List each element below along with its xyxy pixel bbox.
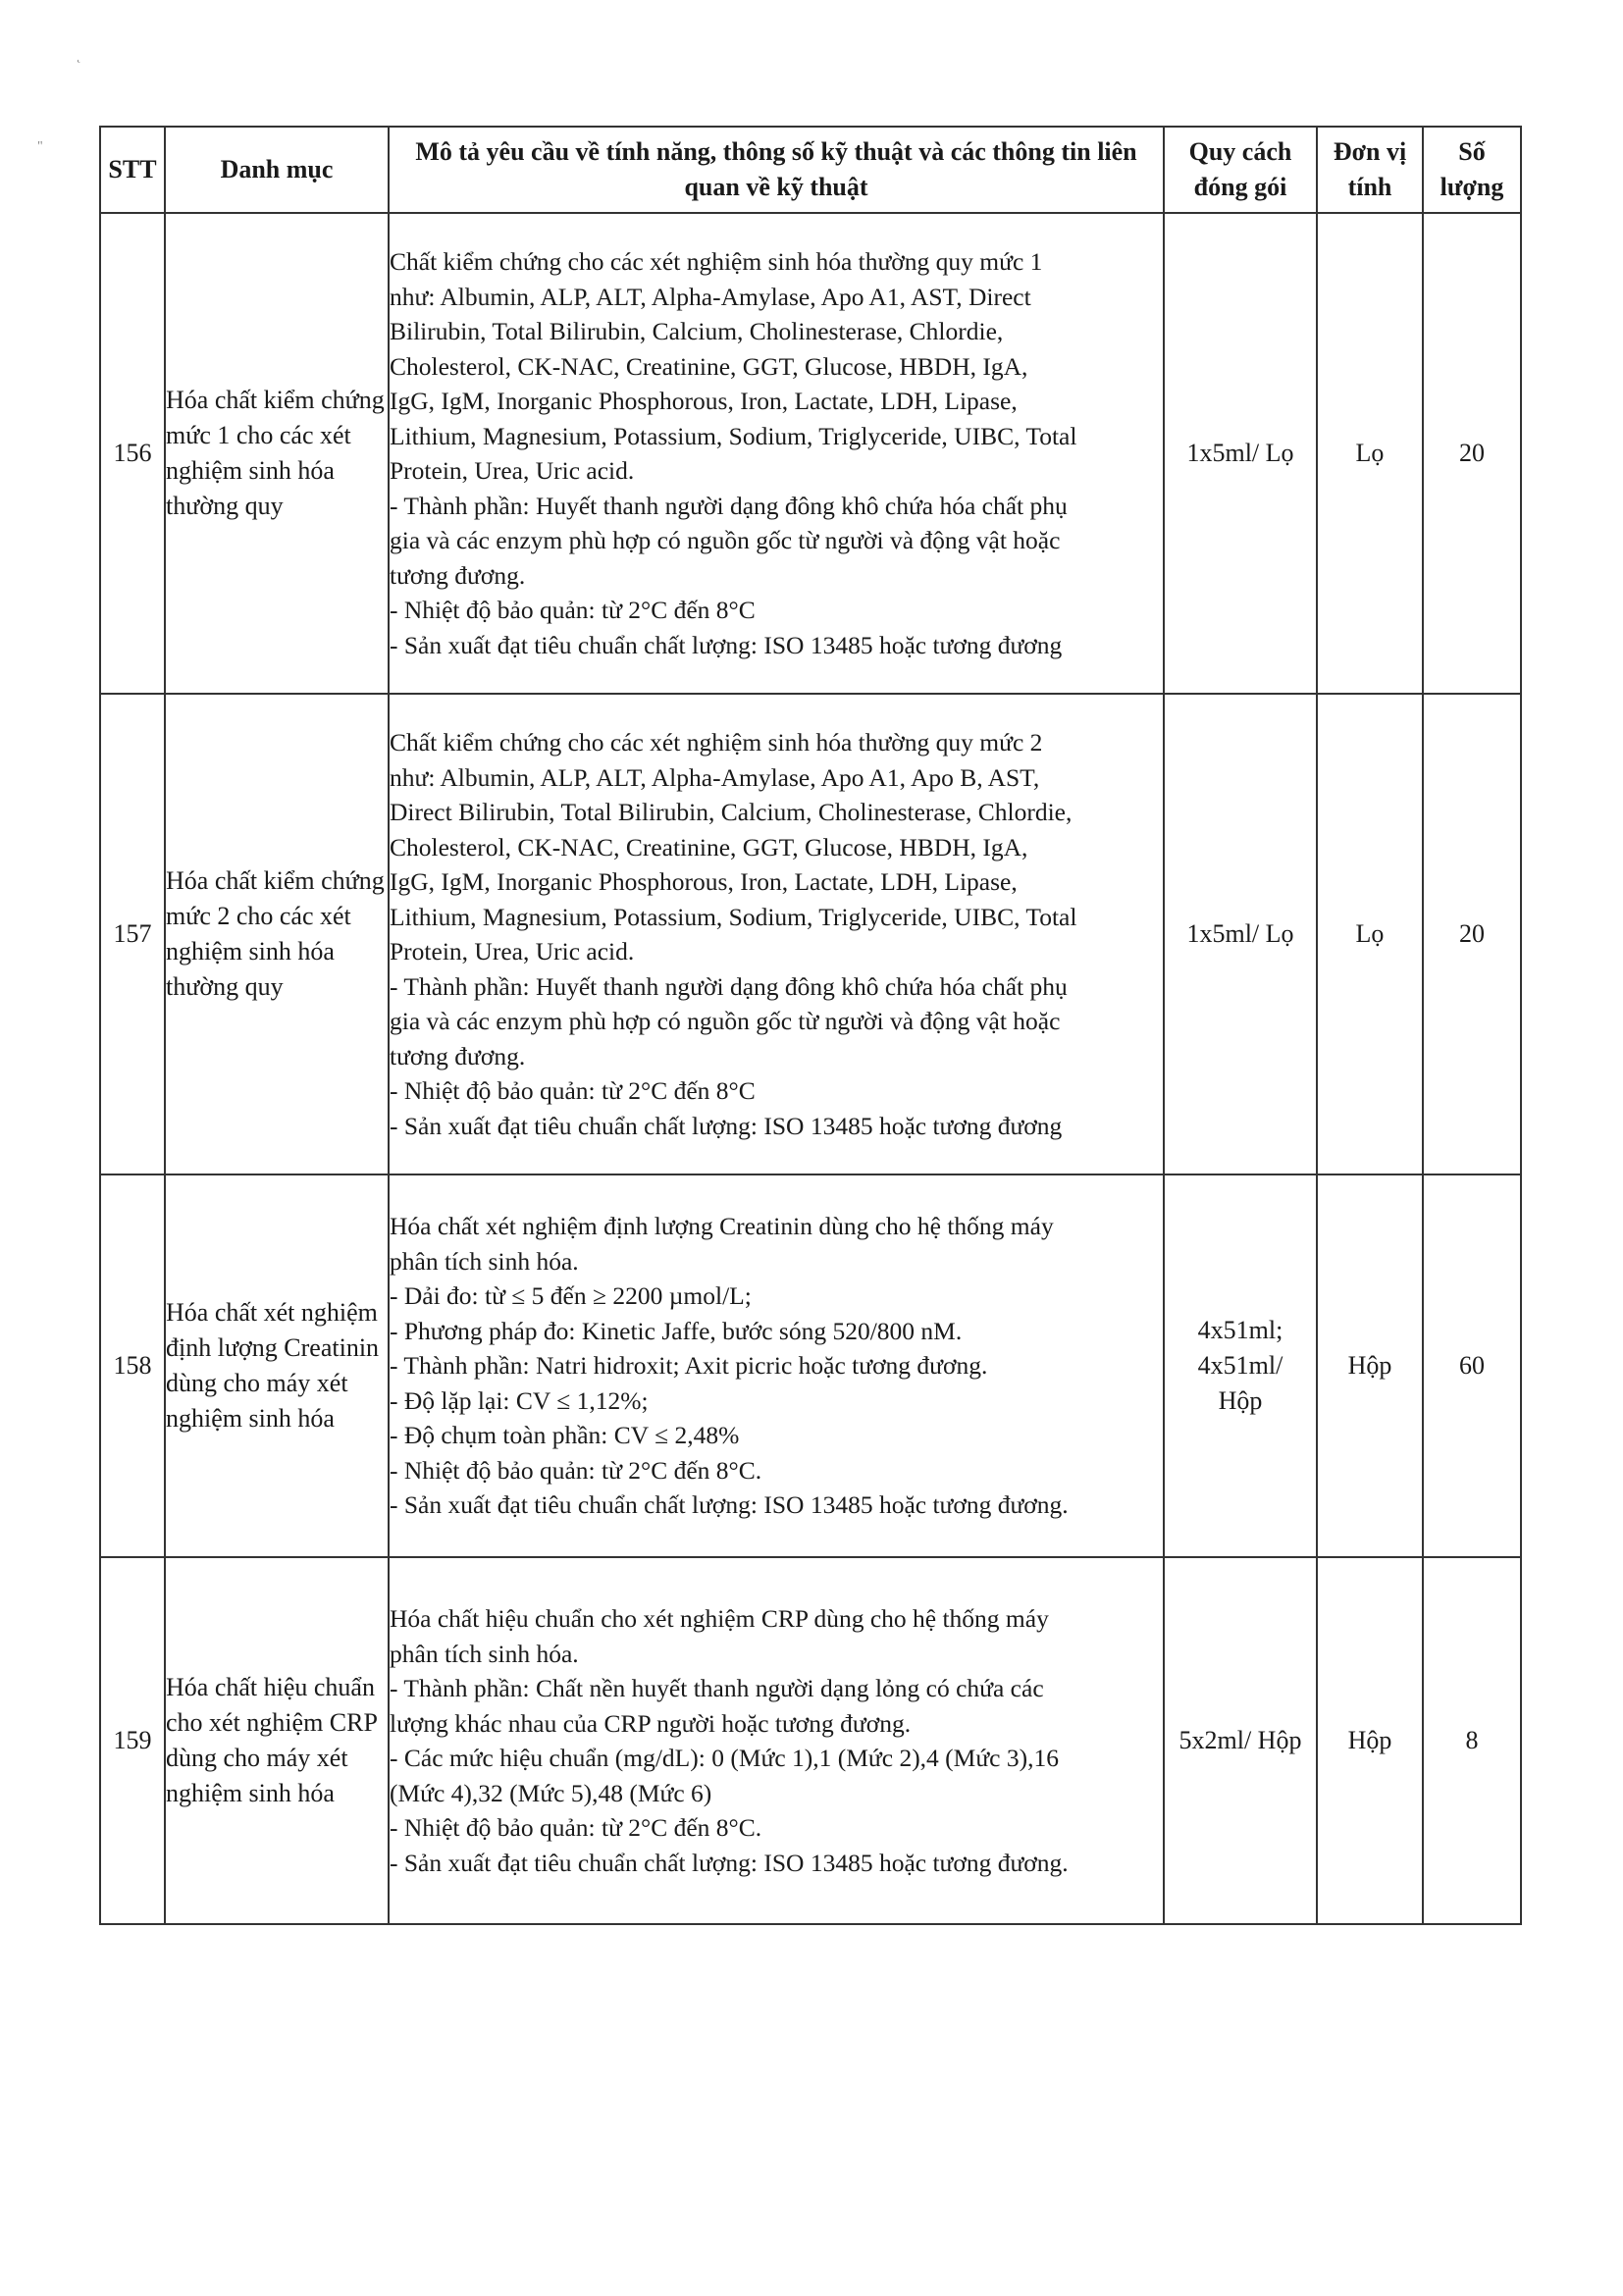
description-line: Cholesterol, CK-NAC, Creatinine, GGT, Glucose, HBDH, IgA, [390,832,1028,861]
row-category: Hóa chất xét nghiệm định lượng Creatinin dùng cho máy xét nghiệm sinh hóa [165,1174,389,1557]
description-line: Hóa chất xét nghiệm định lượng Creatinin dùng cho hệ thống máy [390,1212,1054,1241]
description-line: - Thành phần: Huyết thanh người dạng đông khô chứa hóa chất phụ [390,971,1068,1001]
description-line: gia và các enzym phù hợp có nguồn gốc từ người và động vật hoặc [390,1007,1061,1035]
description-line: IgG, IgM, Inorganic Phosphorous, Iron, Lactate, LDH, Lipase, [390,867,1018,896]
description-line: Hóa chất hiệu chuẩn cho xét nghiệm CRP dùng cho hệ thống máy [390,1604,1049,1633]
description-line: IgG, IgM, Inorganic Phosphorous, Iron, Lactate, LDH, Lipase, [390,387,1018,415]
description-line: phân tích sinh hóa. [390,1246,579,1276]
row-stt: 157 [100,694,165,1174]
description-line: Lithium, Magnesium, Potassium, Sodium, Triglyceride, UIBC, Total [390,421,1077,450]
table-row [100,694,1521,1174]
description-line: - Nhiệt độ bảo quản: từ 2°C đến 8°C [390,1076,756,1105]
row-stt: 158 [100,1174,165,1557]
row-description [389,213,1164,694]
row-stt: 159 [100,1557,165,1924]
row-stt: 156 [100,213,165,694]
header-stt: STT [100,127,165,213]
row-unit: Hộp [1317,1174,1423,1557]
description-line: - Dải đo: từ ≤ 5 đến ≥ 2200 µmol/L; [390,1281,752,1311]
description-line: - Độ chụm toàn phần: CV ≤ 2,48% [390,1421,740,1450]
header-packaging: Quy cách đóng gói [1164,127,1317,213]
row-packaging: 1x5ml/ Lọ [1164,213,1317,694]
header-category: Danh mục [165,127,389,213]
description-line: - Thành phần: Natri hidroxit; Axit picric hoặc tương đương. [390,1351,988,1381]
row-quantity: 20 [1423,213,1521,694]
description-line: - Thành phần: Chất nền huyết thanh người dạng lỏng có chứa các [390,1674,1044,1702]
description-line: (Mức 4),32 (Mức 5),48 (Mức 6) [390,1778,712,1807]
description-line: Lithium, Magnesium, Potassium, Sodium, Triglyceride, UIBC, Total [390,902,1077,931]
description-line: - Sản xuất đạt tiêu chuẩn chất lượng: ISO 13485 hoặc tương đương. [390,1848,1069,1877]
description-line: Protein, Urea, Uric acid. [390,937,635,965]
description-line: Bilirubin, Total Bilirubin, Calcium, Cholinesterase, Chlordie, [390,317,1004,345]
row-description [389,1174,1164,1557]
row-category: Hóa chất hiệu chuẩn cho xét nghiệm CRP dùng cho máy xét nghiệm sinh hóa [165,1557,389,1924]
description-line: Cholesterol, CK-NAC, Creatinine, GGT, Glucose, HBDH, IgA, [390,351,1028,381]
description-line: - Nhiệt độ bảo quản: từ 2°C đến 8°C. [390,1813,762,1842]
table-row [100,1174,1521,1557]
description-line: phân tích sinh hóa. [390,1639,579,1668]
description-line: Chất kiểm chứng cho các xét nghiệm sinh hóa thường quy mức 2 [390,728,1043,757]
description-line: lượng khác nhau của CRP người hoặc tương đương. [390,1708,912,1738]
header-description: Mô tả yêu cầu về tính năng, thông số kỹ thuật và các thông tin liên quan về kỹ thuật [389,127,1164,213]
description-line: gia và các enzym phù hợp có nguồn gốc từ người và động vật hoặc [390,526,1061,554]
header-unit: Đơn vị tính [1317,127,1423,213]
specification-table [99,126,1522,1925]
description-line: - Độ lặp lại: CV ≤ 1,12%; [390,1385,649,1415]
row-description [389,1557,1164,1924]
row-quantity: 60 [1423,1174,1521,1557]
description-line: như: Albumin, ALP, ALT, Alpha-Amylase, Apo A1, AST, Direct [390,282,1031,311]
description-line: tương đương. [390,560,526,590]
row-packaging: 4x51ml; 4x51ml/ Hộp [1164,1174,1317,1557]
description-line: - Sản xuất đạt tiêu chuẩn chất lượng: ISO 13485 hoặc tương đương [390,1111,1063,1140]
row-packaging: 5x2ml/ Hộp [1164,1557,1317,1924]
description-line: như: Albumin, ALP, ALT, Alpha-Amylase, Apo A1, Apo B, AST, [390,762,1040,792]
row-unit: Hộp [1317,1557,1423,1924]
description-line: Protein, Urea, Uric acid. [390,456,635,485]
row-category: Hóa chất kiểm chứng mức 1 cho các xét nghiệm sinh hóa thường quy [165,213,389,694]
table-header-row [100,127,1521,213]
description-line: - Nhiệt độ bảo quản: từ 2°C đến 8°C [390,596,756,624]
row-unit: Lọ [1317,694,1423,1174]
description-line: Direct Bilirubin, Total Bilirubin, Calcium, Cholinesterase, Chlordie, [390,798,1073,826]
row-category: Hóa chất kiểm chứng mức 2 cho các xét nghiệm sinh hóa thường quy [165,694,389,1174]
description-line: - Thành phần: Huyết thanh người dạng đông khô chứa hóa chất phụ [390,491,1068,520]
description-line: - Phương pháp đo: Kinetic Jaffe, bước sóng 520/800 nM. [390,1316,963,1345]
scan-speck: ˛ [77,49,81,64]
row-packaging: 1x5ml/ Lọ [1164,694,1317,1174]
description-line: Chất kiểm chứng cho các xét nghiệm sinh hóa thường quy mức 1 [390,247,1043,276]
row-quantity: 8 [1423,1557,1521,1924]
description-line: tương đương. [390,1041,526,1070]
description-line: - Các mức hiệu chuẩn (mg/dL): 0 (Mức 1),1 (Mức 2),4 (Mức 3),16 [390,1744,1059,1772]
row-unit: Lọ [1317,213,1423,694]
description-line: - Nhiệt độ bảo quản: từ 2°C đến 8°C. [390,1455,762,1485]
table-row [100,213,1521,694]
description-line: - Sản xuất đạt tiêu chuẩn chất lượng: ISO 13485 hoặc tương đương [390,630,1063,659]
description-line: - Sản xuất đạt tiêu chuẩn chất lượng: ISO 13485 hoặc tương đương. [390,1490,1069,1520]
scan-speck: " [37,139,43,154]
row-quantity: 20 [1423,694,1521,1174]
row-description [389,694,1164,1174]
table-row [100,1557,1521,1924]
header-quantity: Số lượng [1423,127,1521,213]
